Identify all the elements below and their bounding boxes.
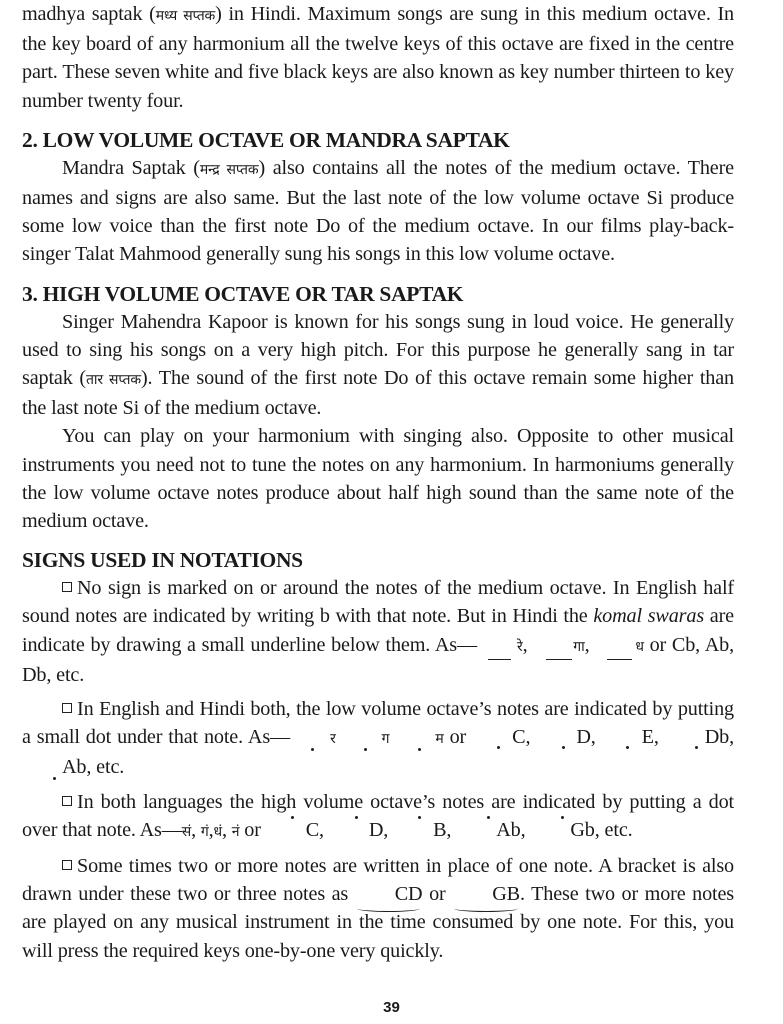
- high-note: D: [329, 816, 383, 844]
- section-heading-high-volume: 3. HIGH VOLUME OCTAVE OR TAR SAPTAK: [22, 281, 464, 306]
- hindi-term: मन्द्र सप्तक: [199, 161, 259, 178]
- bracketed-note-group: GB: [452, 880, 520, 908]
- signs-bullet-grouped-notes: Some times two or more notes are written in place of one note. A bracket is also drawn under these two or three notes as CD or GB. These two or more notes are played on any musical instrument in the time consumed by one note. For this, you will press the required keys one-by-one very quickly.: [22, 855, 735, 962]
- section-heading-signs: SIGNS USED IN NOTATIONS: [22, 548, 303, 573]
- hindi-term: तार सप्तक: [85, 372, 141, 389]
- low-note: र: [290, 725, 336, 753]
- hollow-square-bullet-icon: [62, 860, 72, 870]
- bracketed-note-group: CD: [355, 880, 423, 908]
- signs-bullet-medium-octave: No sign is marked on or around the notes of the medium octave. In English half sound notes are indicated by writing b with that note. But in Hindi the komal swaras are indicate by drawing a small underline below them. As— रे, गा, ध or Cb, Ab, Db, etc.: [22, 577, 734, 686]
- low-note: Db: [665, 723, 729, 751]
- intro-paragraph: madhya saptak (मध्य सप्तक) in Hindi. Maximum songs are sung in this medium octave. In the key board of any harmonium all the twelve keys of this octave are fixed in the centre part. These seven white and five black keys are also known as key number thirteen to key number twenty four.: [22, 3, 734, 112]
- low-note: D: [536, 723, 590, 751]
- komal-note: गा: [533, 633, 584, 661]
- hollow-square-bullet-icon: [62, 703, 72, 713]
- signs-bullet-high-octave: In both languages the high volume octave’s notes are indicated by putting a dot over that note. As—सं, गं,धं, नं or C, D, B, Ab, Gb, etc.: [22, 788, 734, 846]
- high-volume-paragraph: Singer Mahendra Kapoor is known for his songs sung in loud voice. He generally used to sing his songs on a very high pitch. For this purpose he generally sang in tar saptak (तार सप्तक). The sound of the first note Do of this octave remain some higher than the last note Si of the medium octave.: [22, 310, 734, 420]
- low-note: E: [602, 723, 654, 751]
- low-note: ग: [342, 725, 390, 753]
- high-note: धं: [213, 823, 222, 840]
- low-note: C: [472, 723, 525, 751]
- komal-note: ध: [595, 633, 643, 661]
- high-note: नं: [231, 823, 240, 840]
- hollow-square-bullet-icon: [62, 582, 72, 592]
- hindi-term: मध्य सप्तक: [155, 8, 216, 24]
- high-note: सं: [181, 823, 192, 840]
- komal-note: रे: [477, 633, 523, 661]
- harmonium-paragraph: You can play on your harmonium with singing also. Opposite to other musical instruments you need not to tune the notes on any harmonium. In harmoniums generally the low volume octave notes produce about half high sound than the same note of the medium octave.: [22, 425, 734, 533]
- page-number: 39: [383, 999, 400, 1016]
- low-note: Ab: [22, 753, 86, 781]
- high-note: Ab: [456, 816, 520, 844]
- section-heading-low-volume: 2. LOW VOLUME OCTAVE OR MANDRA SAPTAK: [22, 127, 510, 152]
- high-note: B: [393, 816, 446, 844]
- high-note: C: [266, 816, 319, 844]
- low-volume-paragraph: Mandra Saptak (मन्द्र सप्तक) also contains all the notes of the medium octave. There names and signs are also same. But the last note of the low volume octave Si produce some low voice than the first note Do of the medium octave. In our films play-back-singer Talat Mahmood generally sung his songs in this low volume octave.: [22, 156, 734, 266]
- low-note: म: [395, 725, 443, 753]
- signs-bullet-low-octave: In English and Hindi both, the low volume octave’s notes are indicated by putting a small dot under that note. As— र ग म or C, D, E, Db, Ab, etc.: [22, 695, 734, 782]
- hollow-square-bullet-icon: [62, 796, 72, 806]
- book-page: [22, 0, 734, 965]
- high-note: गं: [200, 823, 209, 840]
- high-note: Gb: [530, 816, 594, 844]
